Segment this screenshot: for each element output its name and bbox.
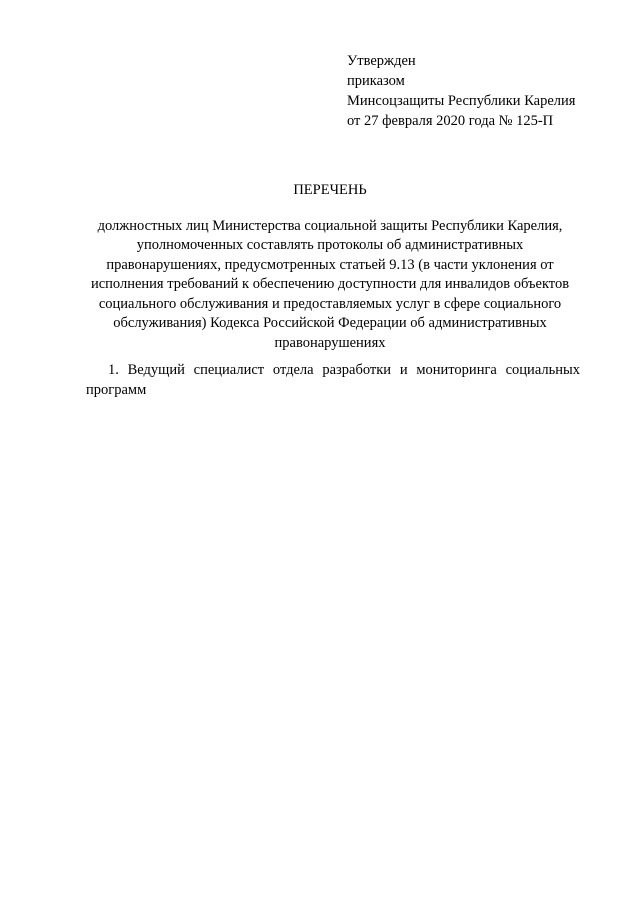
list-item-word: специалист	[193, 362, 265, 378]
list-item-word: Ведущий	[127, 362, 185, 378]
subtitle-line: исполнения требований к обеспечению доступности для инвалидов объектов	[90, 276, 570, 292]
document-title: ПЕРЕЧЕНЬ	[293, 182, 367, 198]
list-item-word: разработки	[322, 362, 392, 378]
approval-line: Минсоцзащиты Республики Карелия	[347, 93, 576, 109]
subtitle-line: правонарушениях	[274, 334, 386, 351]
subtitle-line: должностных лиц Министерства социальной защиты Республики Карелия,	[97, 217, 563, 234]
list-item-word: мониторинга	[416, 362, 497, 378]
list-item-line	[86, 361, 580, 381]
subtitle-line: уполномоченных составлять протоколы об административных	[136, 237, 524, 253]
approval-line: Утвержден	[347, 53, 416, 69]
list-item-word: и	[399, 362, 408, 378]
approval-line: от 27 февраля 2020 года № 125-П	[347, 113, 554, 129]
list-item	[86, 361, 580, 400]
officials-list	[86, 361, 580, 400]
list-item-word: отдела	[272, 362, 314, 378]
subtitle-line: социального обслуживания и предоставляемых услуг в сфере социального	[98, 295, 562, 312]
list-item-number: 1.	[108, 362, 119, 378]
list-item-word: социальных	[505, 362, 580, 378]
approval-line: приказом	[347, 73, 405, 89]
subtitle-line: обслуживания) Кодекса Российской Федерации об административных	[113, 315, 547, 331]
list-item-line: программ	[86, 381, 147, 398]
subtitle-line: правонарушениях, предусмотренных статьей 9.13 (в части уклонения от	[106, 256, 554, 273]
approval-block	[347, 51, 627, 131]
document-subtitle	[70, 197, 590, 353]
